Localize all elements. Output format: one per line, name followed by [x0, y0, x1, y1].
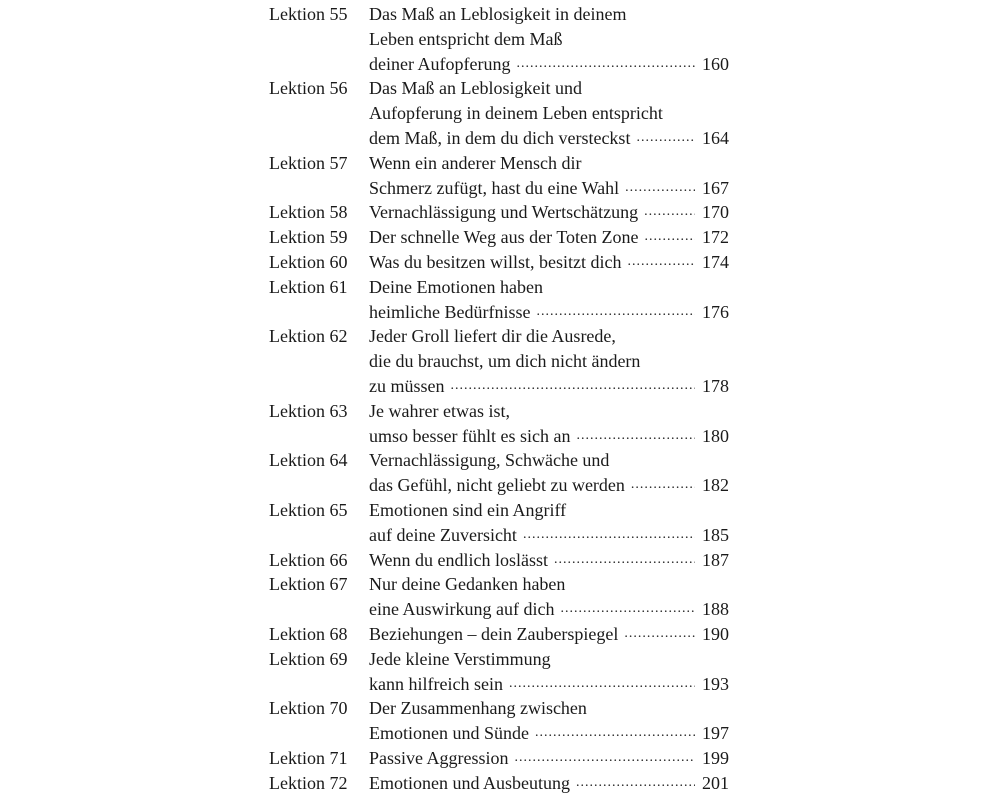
lesson-title-line: Beziehungen – dein Zauberspiegel [369, 623, 619, 644]
dot-leader [645, 225, 695, 250]
page-number: 190 [702, 623, 729, 644]
lesson-title-line: Je wahrer etwas ist, [369, 400, 510, 421]
lesson-title-line: Emotionen und Ausbeutung [369, 772, 570, 793]
page-number: 164 [702, 127, 729, 148]
lesson-title-line: die du brauchst, um dich nicht ändern [369, 351, 641, 372]
page-number: 170 [702, 202, 729, 223]
lesson-title-last-line [369, 200, 729, 225]
lesson-title-last-line [369, 523, 729, 548]
lesson-number: Lektion 60 [269, 251, 348, 272]
lesson-title-line: heimliche Bedürfnisse [369, 301, 531, 322]
dot-leader [451, 374, 696, 399]
lesson-title-last-line [369, 597, 729, 622]
lesson-title-line: auf deine Zuversicht [369, 524, 517, 545]
lesson-title-line: Passive Aggression [369, 747, 509, 768]
lesson-title [369, 399, 729, 449]
lesson-title-last-line [369, 374, 729, 399]
lesson-number: Lektion 56 [269, 78, 348, 99]
lesson-title-line: Nur deine Gedanken haben [369, 574, 566, 595]
lesson-title-line: Leben entspricht dem Maß [369, 28, 563, 49]
lesson-title-last-line [369, 721, 729, 746]
lesson-title-line: Emotionen und Sünde [369, 723, 529, 744]
lesson-title-last-line [369, 746, 729, 771]
lesson-number: Lektion 64 [269, 450, 348, 471]
toc-entry [269, 572, 729, 622]
lesson-title-last-line [369, 225, 729, 250]
page-number: 199 [702, 747, 729, 768]
lesson-title [369, 275, 729, 325]
dot-leader [536, 300, 695, 325]
lesson-number: Lektion 63 [269, 400, 348, 421]
lesson-title-last-line [369, 672, 729, 697]
page-number: 197 [702, 723, 729, 744]
lesson-title-line: Schmerz zufügt, hast du eine Wahl [369, 177, 620, 198]
page-number: 167 [702, 177, 729, 198]
lesson-number: Lektion 62 [269, 326, 348, 347]
lesson-title [369, 200, 729, 225]
lesson-title-last-line [369, 548, 729, 573]
dot-leader [515, 746, 696, 771]
dot-leader [576, 771, 695, 796]
dot-leader [644, 200, 695, 225]
page-number: 160 [702, 53, 729, 74]
lesson-title-line: kann hilfreich sein [369, 673, 503, 694]
lesson-title [369, 324, 729, 398]
toc-entry [269, 448, 729, 498]
lesson-number: Lektion 57 [269, 152, 348, 173]
dot-leader [625, 176, 695, 201]
toc-entry [269, 696, 729, 746]
dot-leader [509, 672, 695, 697]
lesson-number: Lektion 67 [269, 574, 348, 595]
lesson-title [369, 448, 729, 498]
lesson-title [369, 548, 729, 573]
lesson-title-line: dem Maß, in dem du dich versteckst [369, 127, 631, 148]
dot-leader [554, 548, 695, 573]
page-number: 172 [702, 227, 729, 248]
page-number: 176 [702, 301, 729, 322]
toc-entry [269, 250, 729, 275]
dot-leader [523, 523, 695, 548]
dot-leader [560, 597, 695, 622]
lesson-title [369, 746, 729, 771]
toc-entry [269, 771, 729, 796]
table-of-contents [269, 2, 729, 796]
toc-entry [269, 622, 729, 647]
lesson-number: Lektion 68 [269, 623, 348, 644]
lesson-title [369, 498, 729, 548]
lesson-number: Lektion 61 [269, 276, 348, 297]
dot-leader [636, 126, 695, 151]
lesson-title-last-line [369, 473, 729, 498]
toc-entry [269, 200, 729, 225]
page-number: 201 [702, 772, 729, 793]
page-number: 174 [702, 251, 729, 272]
lesson-title-line: eine Auswirkung auf dich [369, 599, 555, 620]
toc-entry [269, 324, 729, 398]
lesson-title-last-line [369, 424, 729, 449]
lesson-title [369, 250, 729, 275]
page-number: 182 [702, 475, 729, 496]
lesson-title [369, 2, 729, 76]
dot-leader [624, 622, 695, 647]
lesson-title-line: Was du besitzen willst, besitzt dich [369, 251, 622, 272]
toc-entry [269, 225, 729, 250]
page-number: 180 [702, 425, 729, 446]
lesson-title-last-line [369, 622, 729, 647]
page-number: 188 [702, 599, 729, 620]
lesson-title [369, 647, 729, 697]
toc-entry [269, 647, 729, 697]
lesson-title-line: Der Zusammenhang zwischen [369, 698, 587, 719]
lesson-title-line: Das Maß an Leblosigkeit und [369, 78, 582, 99]
lesson-title-line: Vernachlässigung, Schwäche und [369, 450, 610, 471]
page-number: 187 [702, 549, 729, 570]
lesson-title-last-line [369, 771, 729, 796]
lesson-title [369, 572, 729, 622]
lesson-title [369, 76, 729, 150]
dot-leader [576, 424, 695, 449]
lesson-title-last-line [369, 126, 729, 151]
lesson-number: Lektion 59 [269, 227, 348, 248]
toc-entry [269, 2, 729, 76]
toc-entry [269, 151, 729, 201]
lesson-title-last-line [369, 250, 729, 275]
lesson-number: Lektion 65 [269, 499, 348, 520]
dot-leader [631, 473, 695, 498]
page-number: 178 [702, 375, 729, 396]
dot-leader [516, 52, 695, 77]
lesson-title-line: Vernachlässigung und Wertschätzung [369, 202, 639, 223]
lesson-title-line: Der schnelle Weg aus der Toten Zone [369, 227, 639, 248]
lesson-title [369, 771, 729, 796]
lesson-title-last-line [369, 176, 729, 201]
lesson-title-line: deiner Aufopferung [369, 53, 511, 74]
lesson-title-line: Jeder Groll liefert dir die Ausrede, [369, 326, 616, 347]
page-number: 193 [702, 673, 729, 694]
dot-leader [628, 250, 695, 275]
toc-entry [269, 76, 729, 150]
lesson-number: Lektion 70 [269, 698, 348, 719]
dot-leader [535, 721, 695, 746]
lesson-number: Lektion 71 [269, 747, 348, 768]
toc-entry [269, 746, 729, 771]
lesson-number: Lektion 69 [269, 648, 348, 669]
lesson-title-line: das Gefühl, nicht geliebt zu werden [369, 475, 625, 496]
lesson-number: Lektion 55 [269, 4, 348, 24]
toc-entry [269, 548, 729, 573]
page-number: 185 [702, 524, 729, 545]
toc-entry [269, 498, 729, 548]
lesson-title-line: Deine Emotionen haben [369, 276, 543, 297]
lesson-number: Lektion 66 [269, 549, 348, 570]
lesson-title-line: Aufopferung in deinem Leben entspricht [369, 103, 663, 124]
lesson-title-line: zu müssen [369, 375, 445, 396]
lesson-title-line: Wenn du endlich loslässt [369, 549, 549, 570]
toc-entry [269, 399, 729, 449]
toc-entry [269, 275, 729, 325]
lesson-title-last-line [369, 52, 729, 77]
lesson-title [369, 225, 729, 250]
lesson-title-last-line [369, 300, 729, 325]
lesson-title [369, 151, 729, 201]
lesson-number: Lektion 58 [269, 202, 348, 223]
lesson-title-line: Wenn ein anderer Mensch dir [369, 152, 582, 173]
lesson-title-line: Das Maß an Leblosigkeit in deinem [369, 4, 627, 24]
lesson-title-line: Jede kleine Verstimmung [369, 648, 551, 669]
lesson-title-line: Emotionen sind ein Angriff [369, 499, 567, 520]
lesson-number: Lektion 72 [269, 772, 348, 793]
lesson-title-line: umso besser fühlt es sich an [369, 425, 571, 446]
lesson-title [369, 696, 729, 746]
lesson-title [369, 622, 729, 647]
